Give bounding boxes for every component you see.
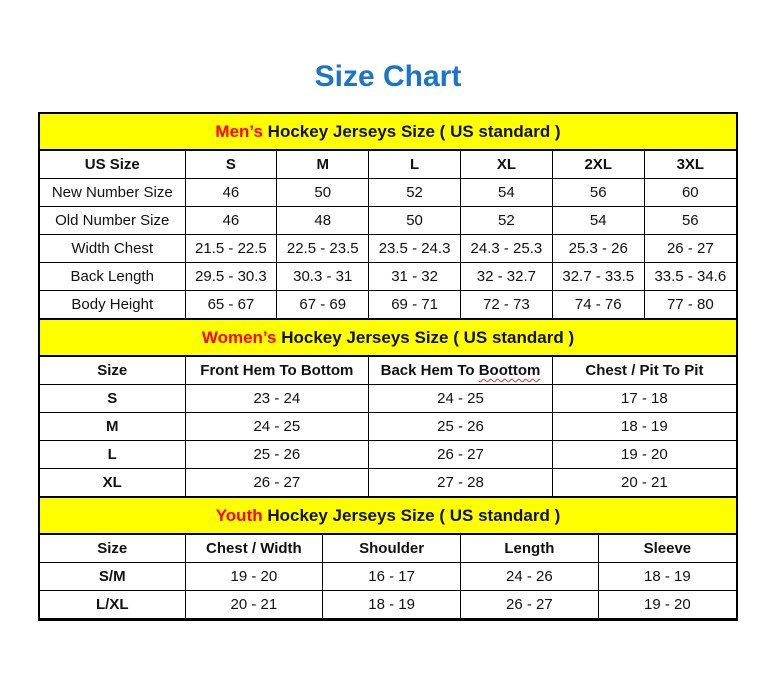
youth-heading-highlight: Youth [215, 506, 263, 525]
column-header: Chest / Width [185, 535, 323, 563]
column-header: Shoulder [323, 535, 461, 563]
column-header-row [40, 535, 736, 563]
column-header: 2XL [552, 151, 644, 179]
table-cell: 26 - 27 [369, 441, 553, 469]
table-cell: 21.5 - 22.5 [185, 235, 277, 263]
row-label: XL [40, 469, 185, 497]
table-cell: 24 - 25 [369, 385, 553, 413]
table-cell: 20 - 21 [185, 591, 323, 619]
table-row [40, 413, 736, 441]
column-header: Chest / Pit To Pit [552, 357, 736, 385]
women-heading-highlight: Women’s [201, 328, 277, 347]
youth-heading-rest: Hockey Jerseys Size ( US standard ) [262, 506, 561, 525]
column-header: Sleeve [598, 535, 736, 563]
row-label: L/XL [40, 591, 185, 619]
men-heading-rest: Hockey Jerseys Size ( US standard ) [262, 122, 561, 141]
column-header: XL [460, 151, 552, 179]
table-cell: 50 [369, 207, 461, 235]
youth-section-heading [40, 497, 736, 534]
table-cell: 32.7 - 33.5 [552, 263, 644, 291]
table-cell: 16 - 17 [323, 563, 461, 591]
men-heading-highlight: Men’s [215, 122, 263, 141]
table-cell: 67 - 69 [277, 291, 369, 319]
youth-size-table [40, 534, 736, 619]
table-cell: 60 [644, 179, 736, 207]
row-label: S [40, 385, 185, 413]
table-cell: 23 - 24 [185, 385, 369, 413]
column-header: Length [461, 535, 599, 563]
table-cell: 50 [277, 179, 369, 207]
table-cell: 18 - 19 [323, 591, 461, 619]
table-row [40, 563, 736, 591]
table-cell: 56 [552, 179, 644, 207]
men-section-heading [40, 114, 736, 150]
table-cell: 25.3 - 26 [552, 235, 644, 263]
table-row [40, 385, 736, 413]
table-cell: 74 - 76 [552, 291, 644, 319]
table-cell: 52 [369, 179, 461, 207]
table-cell: 19 - 20 [552, 441, 736, 469]
table-cell: 19 - 20 [185, 563, 323, 591]
table-cell: 56 [644, 207, 736, 235]
table-row [40, 179, 736, 207]
size-chart-container [38, 112, 738, 621]
table-cell: 46 [185, 179, 277, 207]
table-cell: 65 - 67 [185, 291, 277, 319]
table-cell: 69 - 71 [369, 291, 461, 319]
page-title: Size Chart [314, 60, 462, 93]
table-row [40, 441, 736, 469]
table-row [40, 469, 736, 497]
women-heading-rest: Hockey Jerseys Size ( US standard ) [276, 328, 575, 347]
table-cell: 18 - 19 [552, 413, 736, 441]
row-label: Width Chest [40, 235, 185, 263]
table-row [40, 591, 736, 619]
table-cell: 25 - 26 [369, 413, 553, 441]
column-header: S [185, 151, 277, 179]
row-label: M [40, 413, 185, 441]
table-cell: 32 - 32.7 [460, 263, 552, 291]
table-cell: 18 - 19 [598, 563, 736, 591]
table-cell: 29.5 - 30.3 [185, 263, 277, 291]
table-cell: 26 - 27 [185, 469, 369, 497]
column-header: Size [40, 357, 185, 385]
misspelled-word: Boottom [478, 362, 541, 379]
table-cell: 22.5 - 23.5 [277, 235, 369, 263]
table-cell: 54 [460, 179, 552, 207]
table-row [40, 235, 736, 263]
table-cell: 26 - 27 [644, 235, 736, 263]
table-row [40, 263, 736, 291]
column-header-row [40, 151, 736, 179]
table-cell: 54 [552, 207, 644, 235]
table-row [40, 291, 736, 319]
column-header: M [277, 151, 369, 179]
table-cell: 31 - 32 [369, 263, 461, 291]
women-size-table [40, 356, 736, 497]
women-section-heading [40, 319, 736, 356]
table-cell: 17 - 18 [552, 385, 736, 413]
column-header: US Size [40, 151, 185, 179]
table-cell: 25 - 26 [185, 441, 369, 469]
column-header: Front Hem To Bottom [185, 357, 369, 385]
row-label: Back Length [40, 263, 185, 291]
table-cell: 52 [460, 207, 552, 235]
row-label: S/M [40, 563, 185, 591]
table-cell: 33.5 - 34.6 [644, 263, 736, 291]
table-cell: 72 - 73 [460, 291, 552, 319]
row-label: New Number Size [40, 179, 185, 207]
table-cell: 77 - 80 [644, 291, 736, 319]
column-header: 3XL [644, 151, 736, 179]
table-cell: 26 - 27 [461, 591, 599, 619]
section-women [40, 319, 736, 497]
section-youth [40, 497, 736, 619]
column-header: L [369, 151, 461, 179]
table-cell: 46 [185, 207, 277, 235]
table-cell: 19 - 20 [598, 591, 736, 619]
table-row [40, 207, 736, 235]
table-cell: 24 - 26 [461, 563, 599, 591]
column-header: Back Hem To Boottom [369, 357, 553, 385]
table-cell: 48 [277, 207, 369, 235]
table-cell: 20 - 21 [552, 469, 736, 497]
table-cell: 30.3 - 31 [277, 263, 369, 291]
section-men [40, 114, 736, 319]
row-label: Old Number Size [40, 207, 185, 235]
row-label: Body Height [40, 291, 185, 319]
men-size-table [40, 150, 736, 319]
row-label: L [40, 441, 185, 469]
table-cell: 24 - 25 [185, 413, 369, 441]
table-cell: 24.3 - 25.3 [460, 235, 552, 263]
table-cell: 27 - 28 [369, 469, 553, 497]
column-header: Size [40, 535, 185, 563]
table-cell: 23.5 - 24.3 [369, 235, 461, 263]
column-header-row [40, 357, 736, 385]
